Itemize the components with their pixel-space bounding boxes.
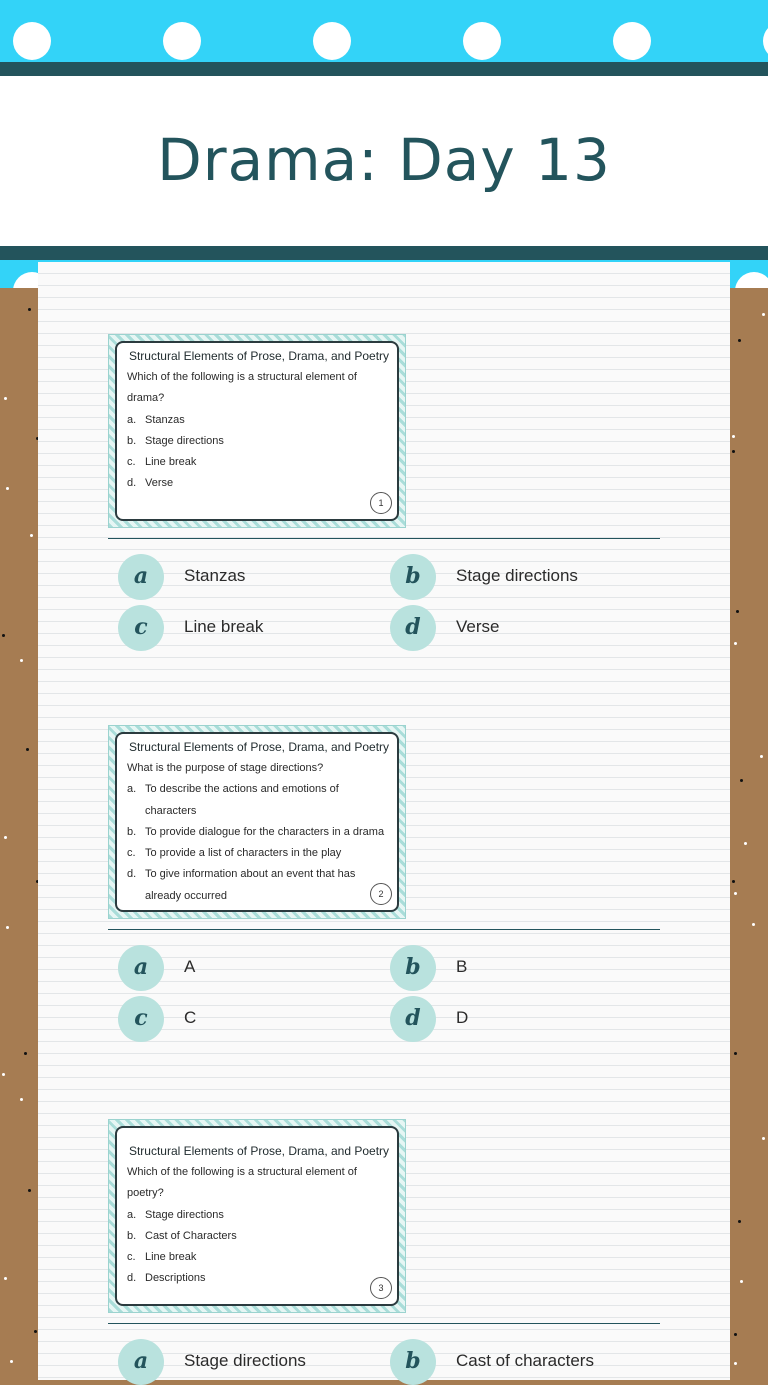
card-option-text: Stage directions [145,434,224,447]
card-prompt: drama? [127,392,165,405]
question-card-image [108,1119,406,1313]
polka-dot [613,22,651,60]
title-area [0,76,768,246]
cork-speckle [740,779,743,782]
cork-speckle [4,836,7,839]
card-prompt: What is the purpose of stage directions? [127,762,324,774]
card-option-letter: c. [127,456,136,469]
card-option [127,1268,391,1289]
question-card-body [115,732,399,912]
card-option [127,1226,391,1247]
polka-dot [313,22,351,60]
answer-option-c[interactable] [118,996,378,1042]
card-option [127,410,391,431]
card-option-letter: d. [127,477,137,490]
answer-letter-badge[interactable]: a [118,1339,164,1385]
question-card-image [108,334,406,528]
answer-option-b[interactable] [390,1339,650,1385]
card-option [127,1247,391,1268]
cork-speckle [6,926,9,929]
answer-letter-badge[interactable]: d [390,996,436,1042]
cork-speckle [34,1330,37,1333]
card-option [127,779,391,800]
polka-dot [163,22,201,60]
cork-speckle [2,634,5,637]
card-option-letter: c. [127,1251,136,1264]
cork-speckle [752,923,755,926]
answer-option-c[interactable] [118,605,378,651]
card-option-letter: c. [127,847,136,860]
card-option-text: Stanzas [145,413,185,426]
question-card-body [115,341,399,521]
card-option-letter: a. [127,1208,137,1221]
cork-speckle [2,1073,5,1076]
cork-speckle [28,1189,31,1192]
card-number-badge: 3 [370,1277,392,1299]
answer-option-b[interactable] [390,945,650,991]
answer-option-text[interactable]: Stanzas [184,566,246,585]
cork-speckle [6,487,9,490]
cork-speckle [760,755,763,758]
cork-speckle [762,1137,765,1140]
card-option [127,822,391,843]
answer-option-text[interactable]: A [184,957,196,976]
card-option [127,473,391,494]
cork-speckle [30,534,33,537]
answer-letter-badge[interactable]: b [390,945,436,991]
card-prompt: Which of the following is a structural element of [127,1166,357,1178]
card-option-letter: d. [127,1272,137,1285]
card-option-text: Descriptions [145,1272,206,1285]
cork-speckle [734,1333,737,1336]
polka-dot [735,272,768,288]
answer-letter-badge[interactable]: d [390,605,436,651]
question-divider [108,538,660,539]
card-option-letter: b. [127,825,137,838]
card-title: Structural Elements of Prose, Drama, and Poetry [128,349,390,363]
header-rule-bottom [0,246,768,260]
card-option-letter: b. [127,434,137,447]
card-option [127,452,391,473]
card-title: Structural Elements of Prose, Drama, and Poetry [128,1144,390,1158]
cork-speckle [734,642,737,645]
polka-dot [13,22,51,60]
page-title: Drama: Day 13 [157,126,611,194]
cork-speckle [732,450,735,453]
card-option-letter: a. [127,783,137,796]
card-option [127,801,391,822]
answer-option-b[interactable] [390,554,650,600]
cork-speckle [734,892,737,895]
cork-speckle [4,1277,7,1280]
card-option-text: Line break [145,456,197,469]
cork-speckle [736,610,739,613]
question-divider [108,929,660,930]
card-option-text: To provide dialogue for the characters in a drama [145,825,385,838]
cork-speckle [732,435,735,438]
card-option [127,864,391,885]
answer-letter-badge[interactable]: c [118,605,164,651]
answer-option-d[interactable] [390,996,650,1042]
cork-speckle [10,1360,13,1363]
cork-speckle [762,313,765,316]
answer-letter-badge[interactable]: a [118,554,164,600]
answer-option-text[interactable]: Line break [184,617,264,636]
cork-speckle [26,748,29,751]
card-option-letter: d. [127,868,137,881]
card-option-text: Stage directions [145,1208,224,1221]
cork-speckle [4,397,7,400]
card-option [127,886,391,907]
card-prompt: Which of the following is a structural element of [127,371,357,383]
top-polka-band [0,0,768,62]
card-option [127,431,391,452]
card-option-letter: b. [127,1229,137,1242]
cork-speckle [28,308,31,311]
card-option-text: characters [145,804,197,817]
answer-option-text[interactable]: B [456,957,468,976]
answer-option-d[interactable] [390,605,650,651]
card-option-text: already occurred [145,889,227,902]
card-number-badge: 1 [370,492,392,514]
answer-option-text[interactable]: D [456,1008,469,1027]
card-option-text: To give information about an event that has [145,868,356,881]
polka-dot [463,22,501,60]
cork-speckle [24,1052,27,1055]
answer-option-a[interactable] [118,1339,378,1385]
cork-speckle [20,659,23,662]
question-card-body [115,1126,399,1306]
card-option-text: Verse [145,477,174,490]
answer-letter-badge[interactable]: b [390,554,436,600]
card-option-letter: a. [127,413,137,426]
worksheet-paper [38,262,730,1380]
answer-option-text[interactable]: Cast of characters [456,1351,594,1370]
cork-speckle [738,339,741,342]
cork-speckle [734,1052,737,1055]
polka-dot [763,22,768,60]
question-card-image [108,725,406,919]
card-option [127,1205,391,1226]
card-option-text: To describe the actions and emotions of [145,783,339,796]
answer-option-text[interactable]: C [184,1008,197,1027]
answer-letter-badge[interactable]: c [118,996,164,1042]
question-divider [108,1323,660,1324]
answer-option-a[interactable] [118,945,378,991]
card-prompt: poetry? [127,1187,164,1200]
cork-speckle [734,1362,737,1365]
header-rule-top [0,62,768,76]
card-option-text: Cast of Characters [145,1229,237,1242]
card-option-text: To provide a list of characters in the play [145,847,342,860]
answer-option-text[interactable]: Stage directions [184,1351,306,1370]
answer-letter-badge[interactable]: a [118,945,164,991]
cork-speckle [732,880,735,883]
answer-letter-badge[interactable]: b [390,1339,436,1385]
card-title: Structural Elements of Prose, Drama, and Poetry [128,740,390,754]
answer-option-text[interactable]: Verse [456,617,500,636]
answer-option-a[interactable] [118,554,378,600]
cork-speckle [738,1220,741,1223]
card-option-text: Line break [145,1251,197,1264]
cork-speckle [20,1098,23,1101]
card-number-badge: 2 [370,883,392,905]
answer-option-text[interactable]: Stage directions [456,566,578,585]
cork-speckle [744,842,747,845]
cork-speckle [740,1280,743,1283]
card-option [127,843,391,864]
